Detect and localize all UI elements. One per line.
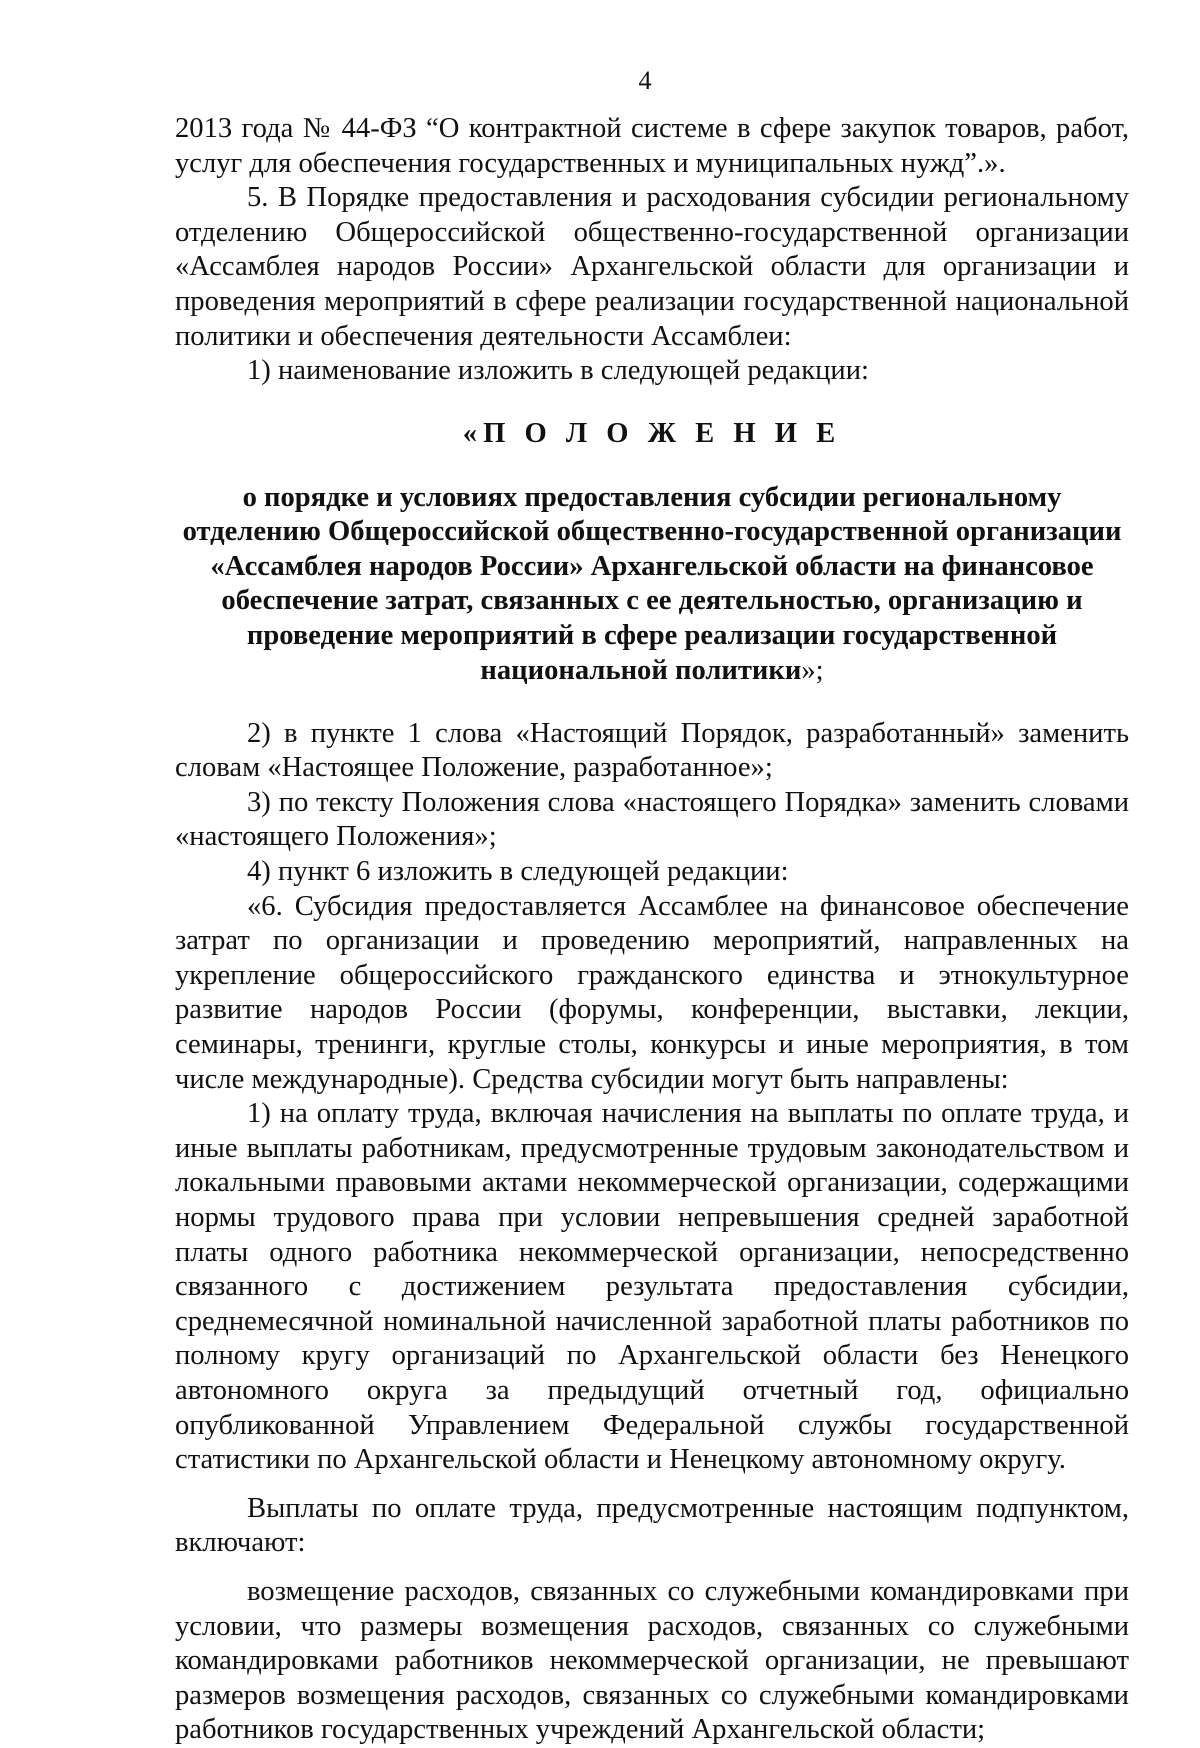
paragraph-subitem-1: 1) наименование изложить в следующей редакции:	[247, 355, 869, 387]
regulation-subtitle-tail: »;	[801, 654, 824, 686]
regulation-subtitle	[175, 481, 1129, 689]
paragraph-subitem-4: 4) пункт 6 изложить в следующей редакции:	[247, 856, 789, 888]
page-number: 4	[638, 66, 652, 95]
document-body	[175, 112, 1129, 1748]
paragraph-travel-expenses: возмещение расходов, связанных со служебными командировками при условии, что размеры возмещения расходов, связанных со служебными командировками работников некоммерческой организации, не превышают размеров возмещения расходов, связанных со служебными командировками работников государственных учреждений Архангельской области;	[175, 1575, 1129, 1746]
paragraph-item-6: «6. Субсидия предоставляется Ассамблее на финансовое обеспечение затрат по организации и проведению мероприятий, направленных на укрепление общероссийского гражданского единства и этнокультурное развитие народов России (форумы, конференции, выставки, лекции, семинары, тренинги, круглые столы, конкурсы и иные мероприятия, в том числе международные). Средства субсидии могут быть направлены:	[175, 890, 1129, 1095]
paragraph-subitem-2: 2) в пункте 1 слова «Настоящий Порядок, разработанный» заменить словам «Настоящее Положение, разработанное»;	[175, 717, 1129, 784]
paragraph-wage-payments: Выплаты по оплате труда, предусмотренные настоящим подпунктом, включают:	[175, 1492, 1129, 1559]
paragraph-law-reference: 2013 года № 44-ФЗ “О контрактной системе в сфере закупок товаров, работ, услуг для обеспечения государственных и муниципальных нужд”.».	[175, 113, 1129, 179]
regulation-title: «П О Л О Ж Е Н И Е	[462, 418, 842, 450]
paragraph-subitem-3: 3) по тексту Положения слова «настоящего Порядка» заменить словами «настоящего Положения»;	[175, 786, 1129, 853]
paragraph-item-5: 5. В Порядке предоставления и расходования субсидии региональному отделению Общероссийской общественно-государственной организации «Ассамблея народов России» Архангельской области для организации и проведения мероприятий в сфере реализации государственной национальной политики и обеспечения деятельности Ассамблеи:	[175, 182, 1129, 352]
regulation-subtitle-text: о порядке и условиях предоставления субсидии региональному отделению Общероссийской общественно-государственной организации «Ассамблея народов России» Архангельской области на финансовое обеспечение затрат, связанных с ее деятельностью, организацию и проведение мероприятий в сфере реализации государственной национальной политики	[182, 481, 1122, 686]
paragraph-wages: 1) на оплату труда, включая начисления на выплаты по оплате труда, и иные выплаты работникам, предусмотренные трудовым законодательством и локальными правовыми актами некоммерческой организации, содержащими нормы трудового права при условии непревышения средней заработной платы одного работника некоммерческой организации, непосредственно связанного с достижением результата предоставления субсидии, среднемесячной номинальной начисленной заработной платы работников по полному кругу организаций по Архангельской области без Ненецкого автономного округа за предыдущий отчетный год, официально опубликованной Управлением Федеральной службы государственной статистики по Архангельской области и Ненецкому автономному округу.	[175, 1098, 1129, 1476]
